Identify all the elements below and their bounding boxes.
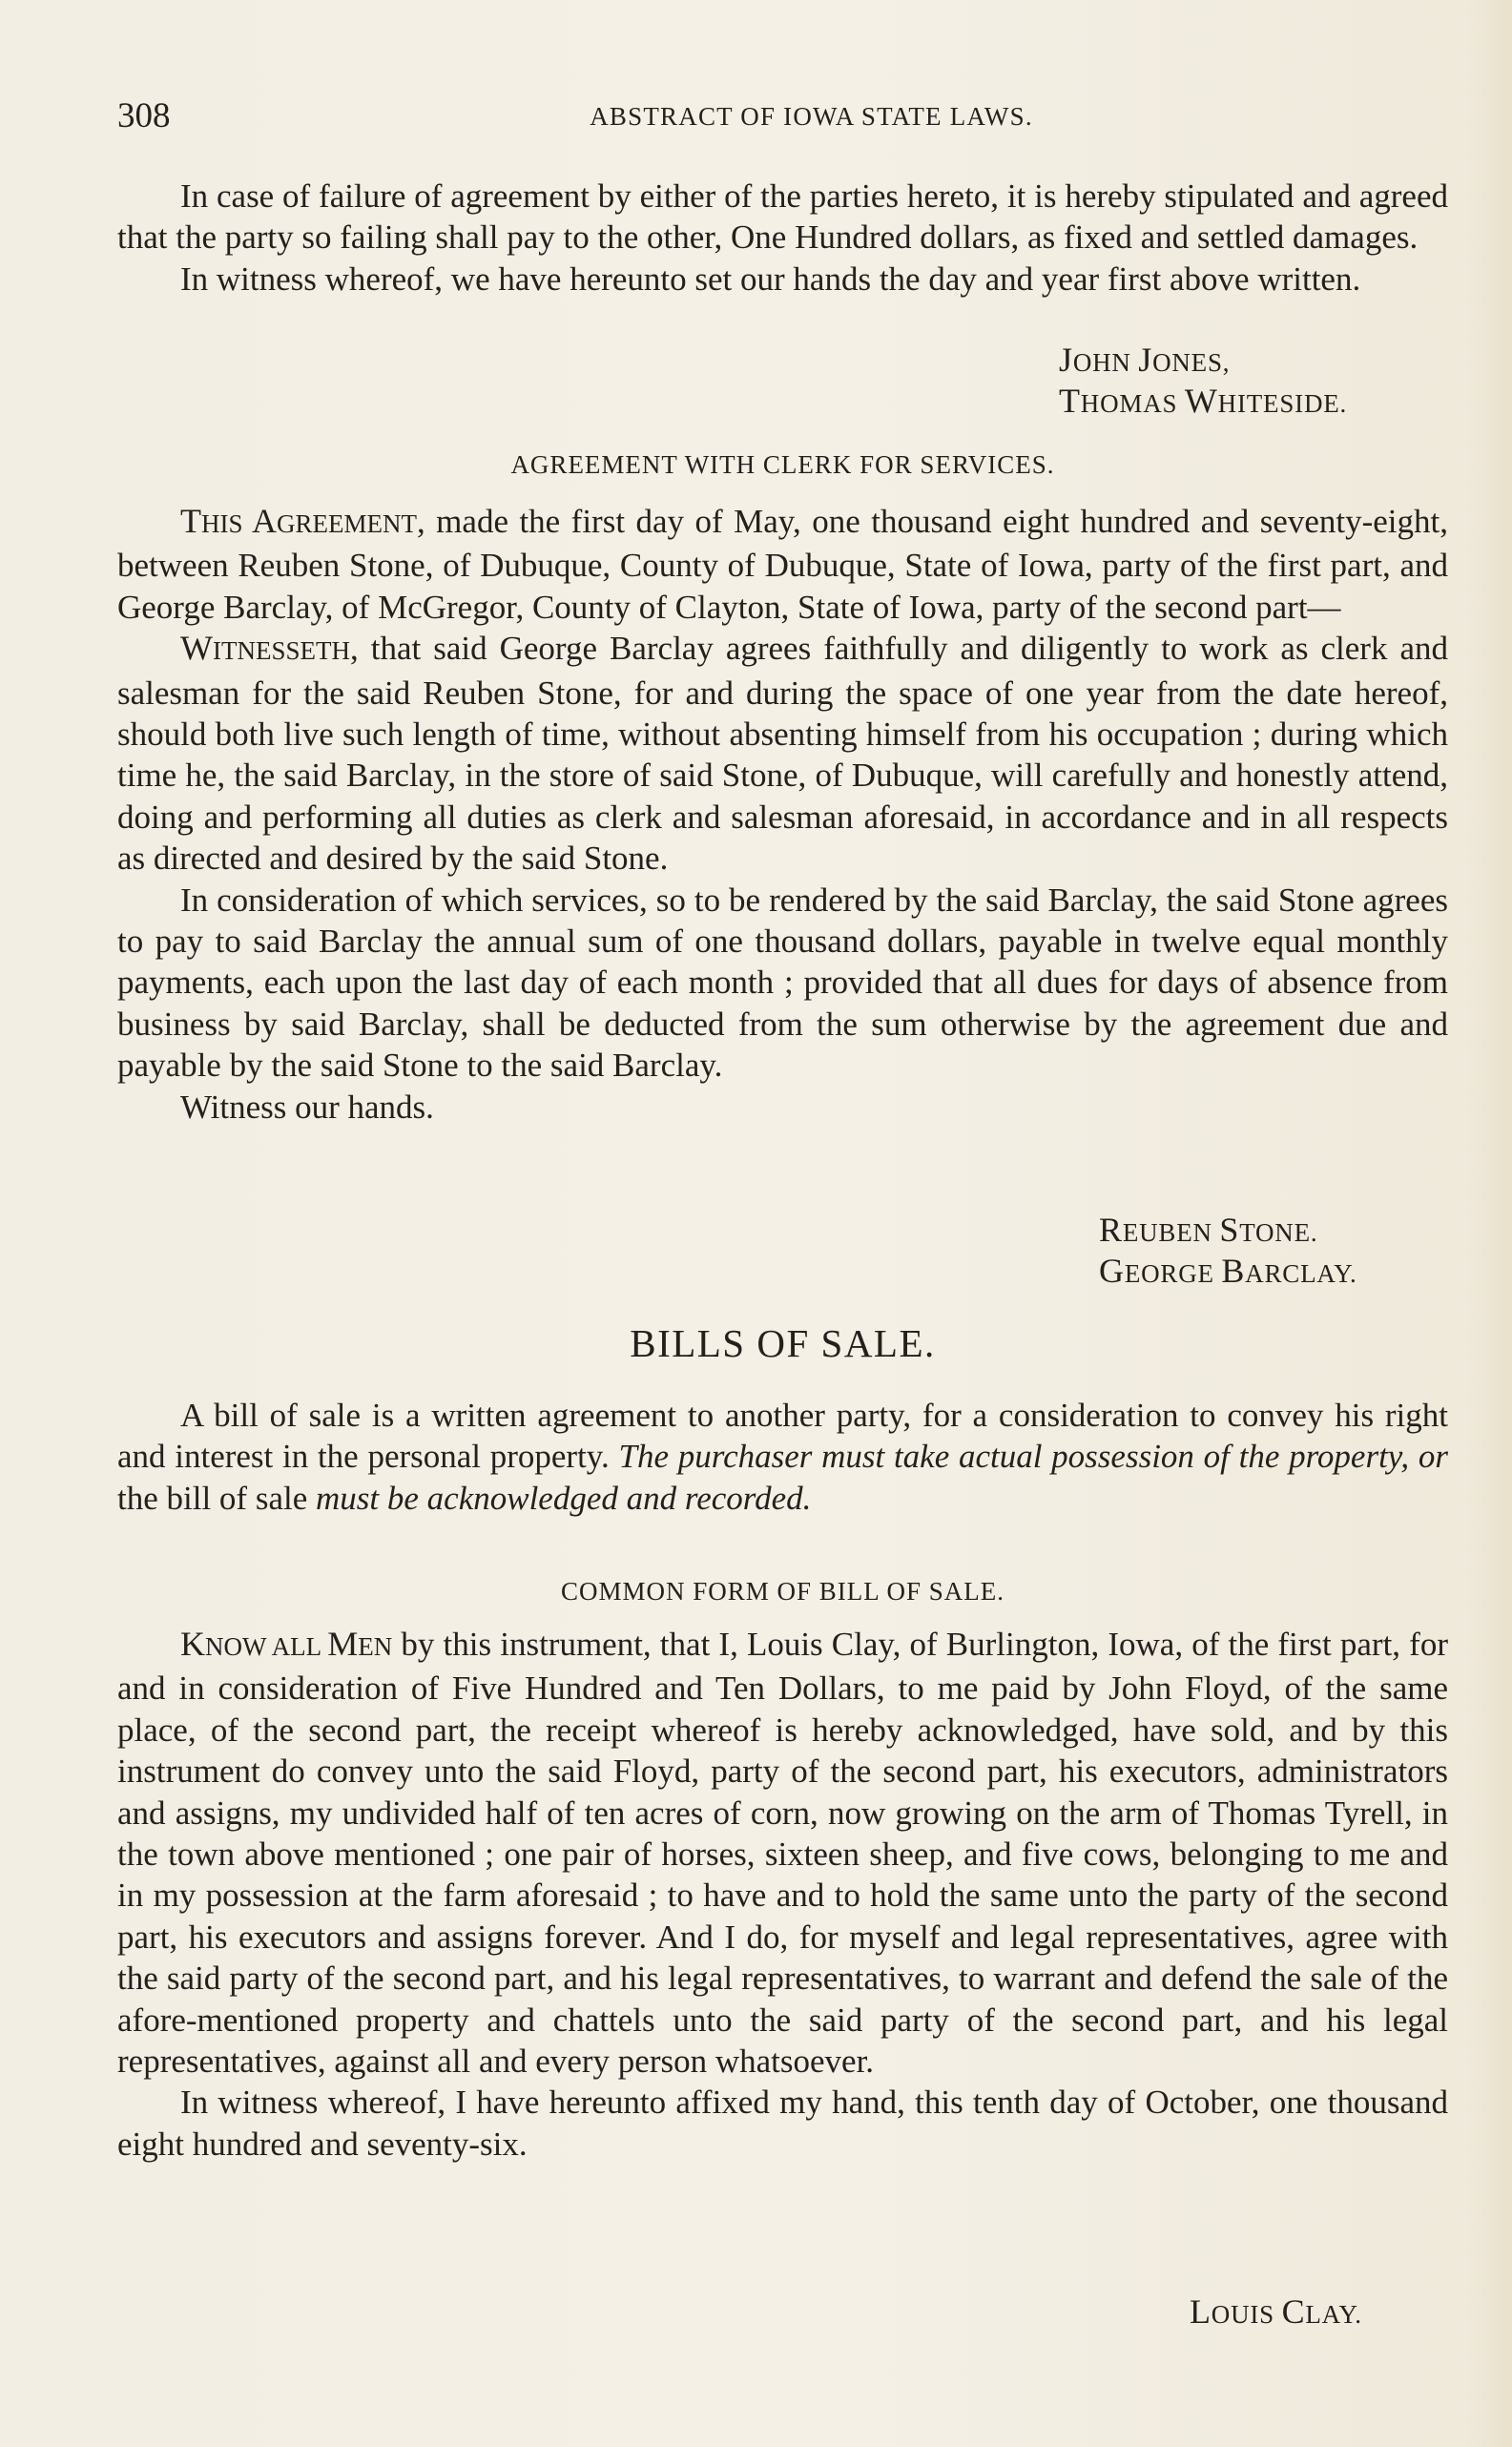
clerk-agreement-witness: Witness our hands. — [180, 1088, 434, 1126]
signature-thomas-whiteside: THOMAS WHITESIDE. — [1059, 382, 1348, 420]
clerk-agreement-paragraph-2: WITNESSETH, that said George Barclay agrees faithfully and diligently to work as clerk and salesman for the said Reuben Stone, for and during the space of one year from the date hereof, should both live such length of time, without absenting himself from his occupation ; during which time he, the said Barclay, in the store of said Stone, of Dubuque, will carefully and honestly attend, doing and performing all duties as clerk and salesman aforesaid, in accordance and in all respects as directed and desired by the said Stone. — [117, 629, 1448, 878]
signature-george-barclay: GEORGE BARCLAY. — [1099, 1252, 1357, 1290]
signature-john-jones: JOHN JONES, — [1059, 341, 1231, 379]
page-header — [117, 93, 1448, 140]
signature-louis-clay: LOUIS CLAY. — [1190, 2292, 1362, 2331]
common-form-heading: COMMON FORM OF BILL OF SALE. — [560, 1577, 1005, 1606]
clerk-agreement-paragraph-3: In consideration of which services, so to be rendered by the said Barclay, the said Stone agrees to pay to said Barclay the annual sum of one thousand dollars, payable in twelve equal monthly payments, each upon the last day of each month ; provided that all dues for days of absence from business by said Barclay, shall be deducted from the sum otherwise by the agreement due and payable by the said Stone to the said Barclay. — [117, 881, 1448, 1085]
page-edge-shadow — [1468, 0, 1512, 2447]
common-form-body — [117, 1624, 1448, 2165]
witness-paragraph: In witness whereof, we have hereunto set our hands the day and year first above written. — [180, 259, 1361, 298]
common-form-witness: In witness whereof, I have hereunto affixed my hand, this tenth day of October, one thousand eight hundred and seventy-six. — [117, 2084, 1448, 2163]
damages-paragraph: In case of failure of agreement by either of the parties hereto, it is hereby stipulated and agreed that the party so failing shall pay to the other, One Hundred dollars, as fixed and settled damages. — [117, 177, 1448, 257]
bills-of-sale-definition: A bill of sale is a written agreement to another party, for a consideration to convey his right and interest in the personal property. The purchaser must take actual possession of the property, or the bill of sale must be acknowledged and recorded. — [117, 1397, 1448, 1517]
clerk-agreement-body — [117, 501, 1448, 1128]
signature-reuben-stone: REUBEN STONE. — [1099, 1211, 1318, 1249]
bills-of-sale-intro — [117, 1395, 1448, 1519]
page-number: 308 — [117, 96, 171, 135]
previous-agreement-ending — [117, 176, 1448, 300]
clerk-agreement-heading: AGREEMENT WITH CLERK FOR SERVICES. — [510, 450, 1055, 479]
common-form-paragraph-1: KNOW ALL MEN by this instrument, that I, Louis Clay, of Burlington, Iowa, of the first part, for and in consideration of Five Hundred and Ten Dollars, to me paid by John Floyd, of the same place, of the second part, the receipt whereof is hereby acknowledged, have sold, and by this instrument do convey unto the said Floyd, party of the second part, his executors, administrators and assigns, my undivided half of ten acres of corn, now growing on the arm of Thomas Tyrell, in the town above mentioned ; one pair of horses, sixteen sheep, and five cows, belonging to me and in my possession at the farm aforesaid ; to have and to hold the same unto the party of the second part, his executors and assigns forever. And I do, for myself and legal representatives, agree with the said party of the second part, and his legal representatives, to warrant and defend the sale of the afore-mentioned property and chattels unto the said party of the second part, and his legal representatives, against all and every person whatsoever. — [117, 1625, 1448, 2081]
running-title: ABSTRACT OF IOWA STATE LAWS. — [590, 102, 1033, 131]
clerk-agreement-paragraph-1: THIS AGREEMENT, made the first day of May, one thousand eight hundred and seventy-eight, between Reuben Stone, of Dubuque, County of Dubuque, State of Iowa, party of the first part, and George Barclay, of McGregor, County of Clayton, State of Iowa, party of the second part— — [117, 502, 1448, 626]
bills-of-sale-heading: BILLS OF SALE. — [630, 1321, 936, 1365]
